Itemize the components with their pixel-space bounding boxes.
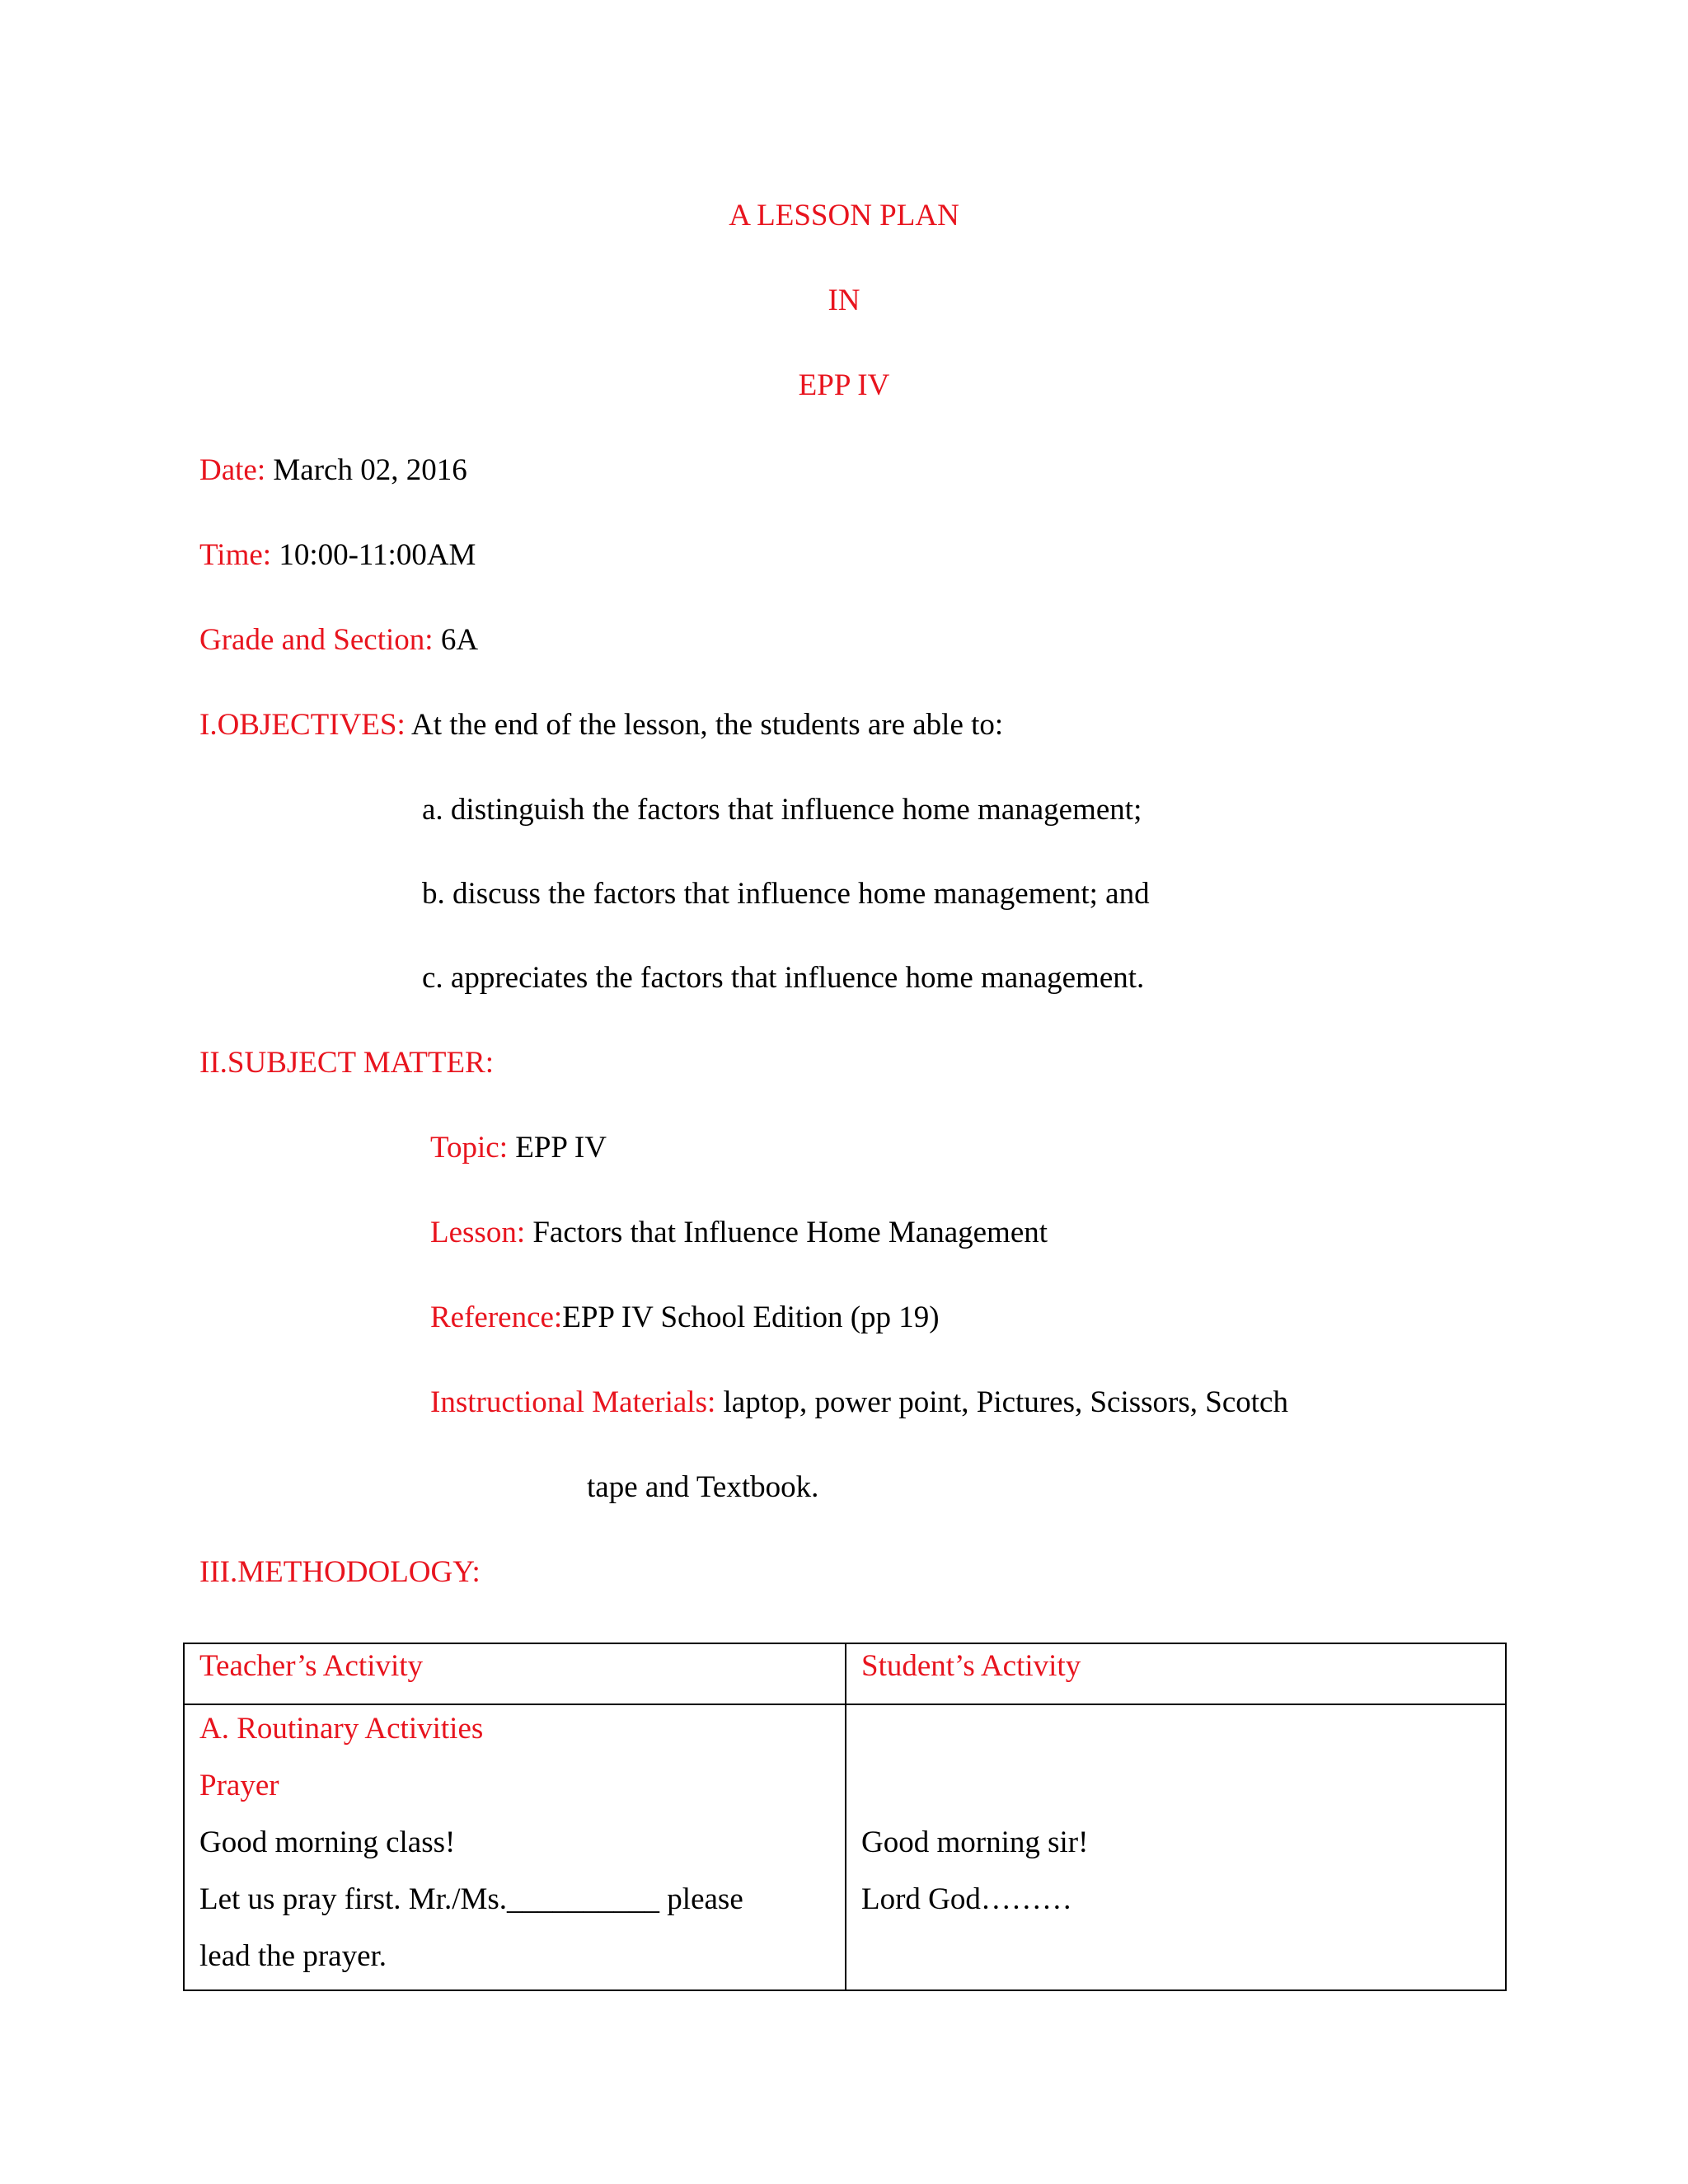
teacher-line: Let us pray first. Mr./Ms.__________ please xyxy=(199,1882,743,1916)
date-value: March 02, 2016 xyxy=(273,453,467,487)
objectives-intro: At the end of the lesson, the students are able to: xyxy=(410,708,1004,742)
teacher-line: Good morning class! xyxy=(199,1825,456,1859)
time-label: Time: xyxy=(199,538,272,572)
topic-label: Topic: xyxy=(430,1131,508,1165)
student-activity-cell xyxy=(846,1704,1506,1990)
prayer-subheading: Prayer xyxy=(199,1769,279,1802)
table-row xyxy=(184,1704,1506,1990)
activity-table xyxy=(183,1643,1507,1991)
materials-label: Instructional Materials: xyxy=(430,1385,716,1419)
reference-value: EPP IV School Edition (pp 19) xyxy=(562,1301,940,1334)
grade-section-value: 6A xyxy=(440,623,479,657)
time-value: 10:00-11:00AM xyxy=(279,538,476,572)
routinary-activities-heading: A. Routinary Activities xyxy=(199,1712,484,1746)
date-label: Date: xyxy=(199,453,266,487)
objective-item-a: a. distinguish the factors that influence home management; xyxy=(422,793,1142,827)
time-field xyxy=(199,537,476,574)
student-line: Good morning sir! xyxy=(861,1825,1089,1859)
teacher-activity-header: Teacher’s Activity xyxy=(184,1643,846,1704)
lesson-value: Factors that Influence Home Management xyxy=(532,1216,1048,1249)
materials-field xyxy=(430,1385,1288,1421)
date-field xyxy=(199,452,467,489)
teacher-line: lead the prayer. xyxy=(199,1939,387,1973)
lesson-label: Lesson: xyxy=(430,1216,526,1249)
objectives-heading-line xyxy=(199,707,1003,743)
blank-line xyxy=(861,1705,1490,1762)
title-line-2: IN xyxy=(828,284,860,317)
student-activity-header: Student’s Activity xyxy=(846,1643,1506,1704)
subject-matter-heading: II.SUBJECT MATTER: xyxy=(199,1046,495,1080)
objective-item-c: c. appreciates the factors that influence home management. xyxy=(422,961,1145,995)
materials-continuation: tape and Textbook. xyxy=(587,1470,819,1504)
objective-item-b: b. discuss the factors that influence home management; and xyxy=(422,877,1150,911)
title-line-3: EPP IV xyxy=(798,368,890,402)
methodology-heading: III.METHODOLOGY: xyxy=(199,1555,481,1589)
objectives-heading: I.OBJECTIVES: xyxy=(199,708,406,742)
blank-line xyxy=(861,1762,1490,1819)
title-line-1: A LESSON PLAN xyxy=(729,199,959,232)
activity-table-header xyxy=(184,1643,1506,1704)
blank-line xyxy=(861,1933,1490,1990)
topic-value: EPP IV xyxy=(515,1131,607,1165)
lesson-field xyxy=(430,1215,1048,1251)
teacher-activity-cell xyxy=(184,1704,846,1990)
student-line: Lord God……… xyxy=(861,1882,1072,1916)
reference-field xyxy=(430,1300,940,1336)
topic-field xyxy=(430,1130,607,1166)
grade-section-label: Grade and Section: xyxy=(199,623,434,657)
reference-label: Reference: xyxy=(430,1301,563,1334)
grade-section-field xyxy=(199,622,478,658)
materials-value: laptop, power point, Pictures, Scissors, Scotch xyxy=(723,1385,1288,1419)
